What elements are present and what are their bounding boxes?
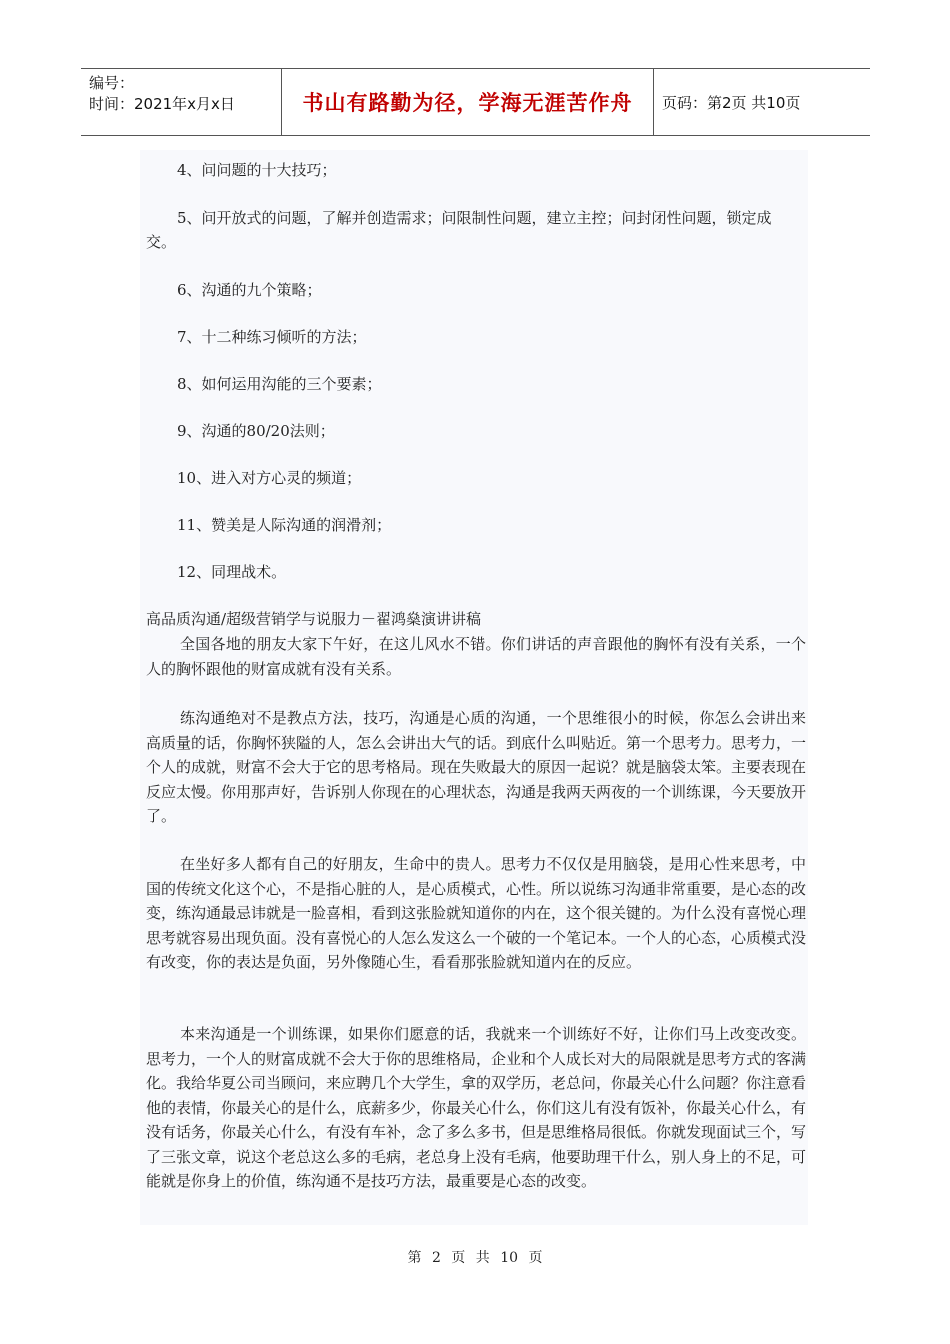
page-header (81, 68, 870, 136)
list-item: 4、问问题的十大技巧； (177, 161, 337, 179)
list-item: 7、十二种练习倾听的方法； (177, 328, 367, 346)
list-item: 6、沟通的九个策略； (177, 281, 322, 299)
header-meta (81, 69, 282, 135)
speech-title: 高品质沟通/超级营销学与说服力－翟鸿燊演讲讲稿 (146, 610, 482, 628)
header-motto: 书山有路勤为径，学海无涯苦作舟 (282, 69, 654, 135)
list-item: 10、进入对方心灵的频道； (177, 469, 362, 487)
header-page-info: 页码：第2页 共10页 (662, 93, 801, 112)
paragraph: 本来沟通是一个训练课，如果你们愿意的话，我就来一个训练好不好，让你们马上改变改变。思考力，一个人的财富成就不会大于你的思维格局，企业和个人成长对大的局限就是思考方式的客满化。我给华夏公司当顾问，来应聘几个大学生，拿的双学历，老总问，你最关心什么问题？你注意看他的表情，你最关心的是什么，底薪多少，你最关心什么，你们这儿有没有饭补，你最关心什么，有没有话务，你最关心什么，有没有车补，念了多么多书，但是思维格局很低。你就发现面试三个，写了三张文章，说这个老总这么多的毛病，老总身上没有毛病，他要助理干什么，别人身上的不足，可能就是你身上的价值，练沟通不是技巧方法，最重要是心态的改变。 (146, 1025, 807, 1190)
paragraph: 练沟通绝对不是教点方法，技巧，沟通是心质的沟通，一个思维很小的时候，你怎么会讲出来高质量的话，你胸怀狭隘的人，怎么会讲出大气的话。到底什么叫贴近。第一个思考力。思考力，一个人的成就，财富不会大于它的思考格局。现在失败最大的原因一起说？就是脑袋太笨。主要表现在反应太慢。你用那声好，告诉别人你现在的心理状态，沟通是我两天两夜的一个训练课，今天要放开了。 (146, 709, 807, 825)
list-item: 8、如何运用沟能的三个要素； (177, 375, 382, 393)
document-code-label: 编号： (89, 74, 135, 92)
document-body (140, 150, 808, 1225)
list-item: 5、问开放式的问题，了解并创造需求；问限制性问题，建立主控；问封闭性问题，锁定成交。 (146, 209, 772, 251)
document-date: 时间：2021年x月x日 (89, 95, 235, 113)
paragraph: 全国各地的朋友大家下午好，在这儿风水不错。你们讲话的声音跟他的胸怀有没有关系，一个人的胸怀跟他的财富成就有没有关系。 (146, 635, 806, 678)
paragraph: 在坐好多人都有自己的好朋友，生命中的贵人。思考力不仅仅是用脑袋，是用心性来思考，中国的传统文化这个心，不是指心脏的人，是心质模式，心性。所以说练习沟通非常重要，是心态的改变，练沟通最忌讳就是一脸喜相，看到这张脸就知道你的内在，这个很关键的。为什么没有喜悦心理思考就容易出现负面。没有喜悦心的人怎么发这么一个破的一个笔记本。一个人的心态，心质模式没有改变，你的表达是负面，另外像随心生，看看那张脸就知道内在的反应。 (146, 855, 807, 971)
list-item: 12、同理战术。 (177, 563, 287, 581)
list-item: 11、赞美是人际沟通的润滑剂； (177, 516, 392, 534)
page-footer: 第 2 页 共 10 页 (407, 1250, 543, 1266)
list-item: 9、沟通的80/20法则； (177, 422, 335, 440)
